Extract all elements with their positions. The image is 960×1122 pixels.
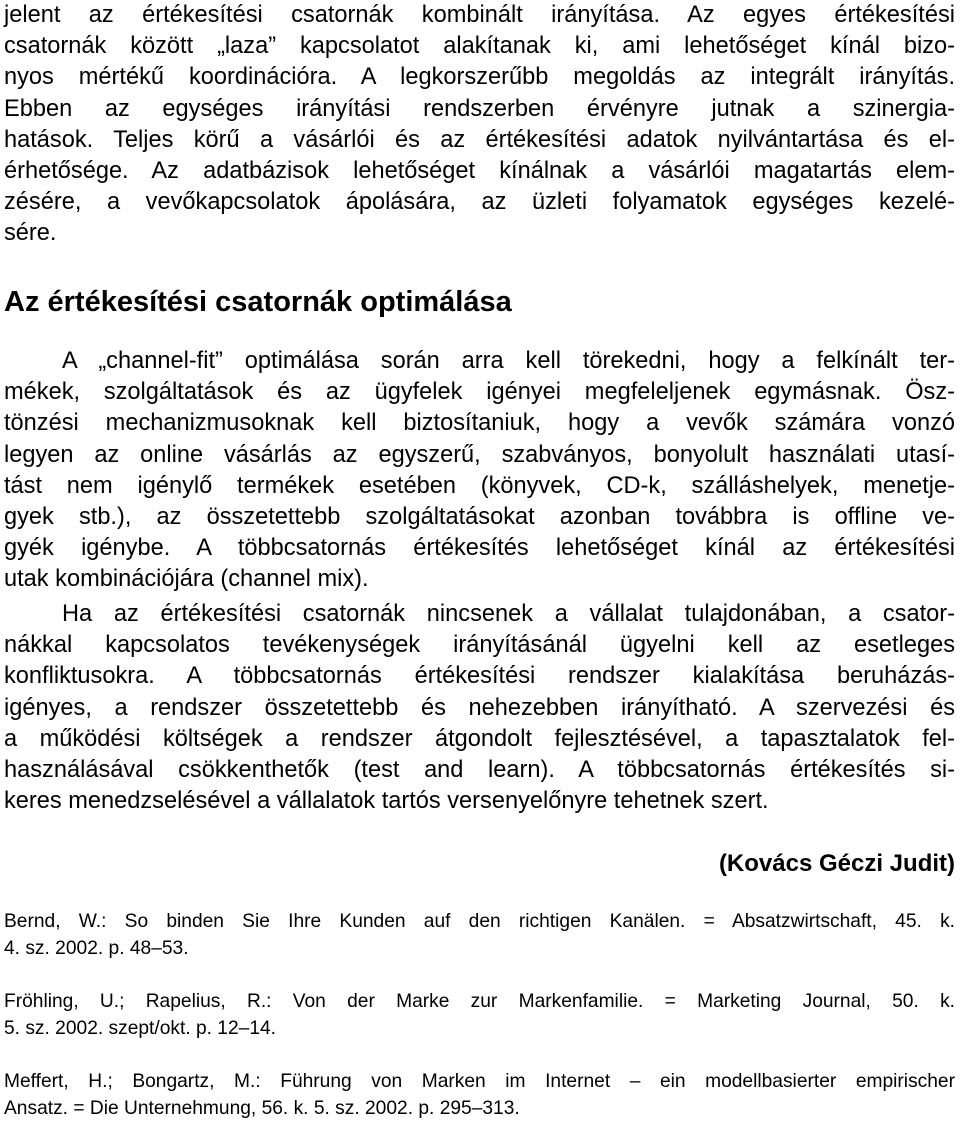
text-line: nyos mértékű koordinációra. A legkorszerűbb megoldás az integrált irányítás. — [4, 64, 955, 91]
text-line: nákkal kapcsolatos tevékenységek irányításánál ügyelni kell az esetleges — [4, 632, 955, 659]
text-line: konfliktusokra. A többcsatornás értékesítési rendszer kialakítása beruházás- — [4, 663, 955, 690]
reference-entry — [4, 908, 955, 962]
text-line: gyék igénybe. A többcsatornás értékesítés lehetőséget kínál az értékesítési — [4, 535, 955, 562]
text-line: utak kombinációjára (channel mix). — [4, 566, 369, 593]
section-heading: Az értékesítési csatornák optimálása — [4, 286, 512, 318]
text-line: legyen az online vásárlás az egyszerű, szabványos, bonyolult használati utasí- — [4, 441, 955, 468]
text-line: igényes, a rendszer összetettebb és nehezebben irányítható. A szervezési és — [4, 694, 955, 721]
text-line: A „channel-fit” optimálása során arra kell törekedni, hogy a felkínált ter- — [62, 348, 955, 374]
text-line: zésére, a vevőkapcsolatok ápolására, az üzleti folyamatok egységes kezelé- — [4, 189, 955, 216]
intro-paragraph — [4, 0, 955, 250]
text-line: keres menedzselésével a vállalatok tartós versenyelőnyre tehetnek szert. — [4, 788, 769, 815]
text-line: érhetősége. Az adatbázisok lehetőséget kínálnak a vásárlói magatartás elem- — [4, 158, 955, 185]
reference-line: Meffert, H.; Bongartz, M.: Führung von Marken im Internet – ein modellbasierter empirischer — [4, 1071, 955, 1092]
text-line: Ha az értékesítési csatornák nincsenek a vállalat tulajdonában, a csator- — [62, 601, 955, 627]
reference-line: Ansatz. = Die Unternehmung, 56. k. 5. sz. 2002. p. 295–313. — [4, 1098, 520, 1119]
text-line: hatások. Teljes körű a vásárlói és az értékesítési adatok nyilvántartása és el- — [4, 126, 955, 153]
author-signature: (Kovács Géczi Judit) — [718, 850, 955, 877]
reference-entry — [4, 988, 955, 1042]
text-line: csatornák között „laza” kapcsolatot alakítanak ki, ami lehetőséget kínál bizo- — [4, 33, 955, 60]
text-line: jelent az értékesítési csatornák kombinált irányítása. Az egyes értékesítési — [4, 2, 955, 28]
reference-line: 4. sz. 2002. p. 48–53. — [4, 938, 189, 959]
text-line: tönzési mechanizmusoknak kell biztosítaniuk, hogy a vevők számára vonzó — [4, 410, 955, 437]
text-line: mékek, szolgáltatások és az ügyfelek igényei megfeleljenek egymásnak. Ösz- — [4, 379, 955, 406]
text-line: tást nem igénylő termékek esetében (könyvek, CD-k, szálláshelyek, menetje- — [4, 472, 955, 499]
body-paragraph-1 — [4, 346, 955, 596]
reference-entry — [4, 1068, 955, 1122]
text-line: gyek stb.), az összetettebb szolgáltatásokat azonban továbbra is offline ve- — [4, 504, 955, 531]
reference-line: Fröhling, U.; Rapelius, R.: Von der Marke zur Markenfamilie. = Marketing Journal, 50. k. — [4, 991, 955, 1012]
text-line: a működési költségek a rendszer átgondolt fejlesztésével, a tapasztalatok fel- — [4, 725, 955, 752]
text-line: használásával csökkenthetők (test and learn). A többcsatornás értékesítés si- — [4, 757, 955, 784]
reference-line: 5. sz. 2002. szept/okt. p. 12–14. — [4, 1018, 276, 1039]
reference-line: Bernd, W.: So binden Sie Ihre Kunden auf den richtigen Kanälen. = Absatzwirtschaft, 45. k. — [4, 911, 955, 932]
text-line: Ebben az egységes irányítási rendszerben érvényre jutnak a szinergia- — [4, 95, 955, 122]
body-paragraph-2 — [4, 599, 955, 817]
text-line: sére. — [4, 220, 57, 247]
